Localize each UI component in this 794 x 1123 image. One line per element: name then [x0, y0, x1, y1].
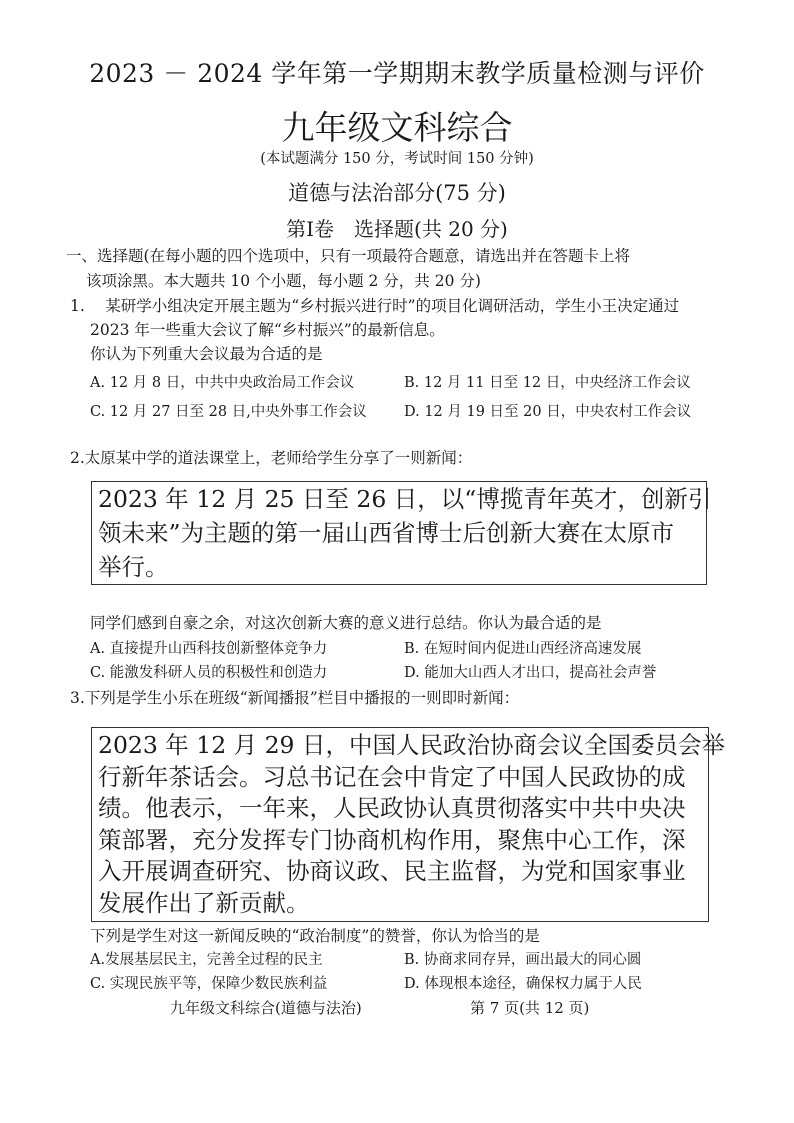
q1-option-c: C. 12 月 27 日至 28 日,中央外事工作会议	[90, 404, 367, 420]
q1-stem-line-1: 1. 某研学小组决定开展主题为“乡村振兴进行时”的项目化调研活动，学生小王决定通过	[70, 297, 680, 315]
q3-news-line-1: 2023 年 12 月 29 日，中国人民政治协商会议全国委员会举	[98, 731, 725, 759]
q1-option-a: A. 12 月 8 日，中共中央政治局工作会议	[90, 375, 355, 391]
q3-option-c: C. 实现民族平等，保障少数民族利益	[90, 976, 328, 992]
q2-news-line-1: 2023 年 12 月 25 日至 26 日，以“博揽青年英才，创新引	[98, 485, 712, 513]
q1-stem-line-2: 2023 年一些重大会议了解“乡村振兴”的最新信息。	[90, 321, 445, 339]
q1-stem-line-3: 你认为下列重大会议最为合适的是	[90, 345, 323, 363]
subject-title: 九年级文科综合	[281, 108, 513, 147]
q2-option-d: D. 能加大山西人才出口，提高社会声誉	[404, 665, 657, 681]
q2-question: 同学们感到自豪之余，对这次创新大赛的意义进行总结。你认为最合适的是	[90, 614, 602, 632]
q2-option-c: C. 能激发科研人员的积极性和创造力	[90, 665, 328, 681]
q2-news-line-3: 举行。	[98, 553, 169, 581]
q3-news-box	[91, 727, 725, 922]
footer-subject: 九年级文科综合(道德与法治)	[170, 999, 362, 1017]
q3-option-a: A.发展基层民主，完善全过程的民主	[90, 952, 323, 968]
q3-news-line-4: 策部署，充分发挥专门协商机构作用，聚焦中心工作，深	[98, 825, 686, 854]
q3-news-line-5: 入开展调查研究、协商议政、民主监督，为党和国家事业	[98, 857, 686, 885]
section-title: 道德与法治部分(75 分)	[288, 181, 506, 205]
page-number: 第 7 页(共 12 页)	[470, 999, 590, 1017]
q3-news-line-6: 发展作出了新贡献。	[98, 888, 310, 917]
instructions-line-2: 该项涂黑。本大题共 10 个小题，每小题 2 分，共 20 分)	[86, 272, 481, 290]
instructions-line-1: 一、选择题(在每小题的四个选项中，只有一项最符合题意，请选出并在答题卡上将	[66, 247, 631, 265]
q2-option-b: B. 在短时间内促进山西经济高速发展	[404, 641, 642, 657]
q2-option-a: A. 直接提升山西科技创新整体竞争力	[90, 641, 328, 657]
q2-news-box	[91, 481, 712, 585]
q3-news-line-2: 行新年茶话会。习总书记在会中肯定了中国人民政协的成	[98, 762, 686, 791]
exam-info: (本试题满分 150 分，考试时间 150 分钟)	[260, 151, 534, 167]
q2-stem: 2.太原某中学的道法课堂上，老师给学生分享了一则新闻：	[70, 449, 473, 467]
q2-news-line-2: 领未来”为主题的第一届山西省博士后创新大赛在太原市	[98, 519, 675, 547]
q3-option-d: D. 体现根本途径，确保权力属于人民	[404, 976, 642, 992]
exam-title: 2023 － 2024 学年第一学期期末教学质量检测与评价	[89, 59, 705, 88]
q3-option-b: B. 协商求同存异，画出最大的同心圆	[404, 952, 642, 968]
q1-option-d: D. 12 月 19 日至 20 日，中央农村工作会议	[404, 404, 692, 420]
q3-news-line-3: 绩。他表示，一年来，人民政协认真贯彻落实中共中央决	[98, 794, 686, 822]
volume-title: 第Ⅰ卷 选择题(共 20 分)	[286, 217, 508, 241]
q3-question: 下列是学生对这一新闻反映的“政治制度”的赞誉，你认为恰当的是	[90, 927, 540, 945]
q3-stem: 3.下列是学生小乐在班级“新闻播报”栏目中播报的一则即时新闻：	[70, 689, 520, 707]
q1-option-b: B. 12 月 11 日至 12 日，中央经济工作会议	[404, 375, 691, 391]
